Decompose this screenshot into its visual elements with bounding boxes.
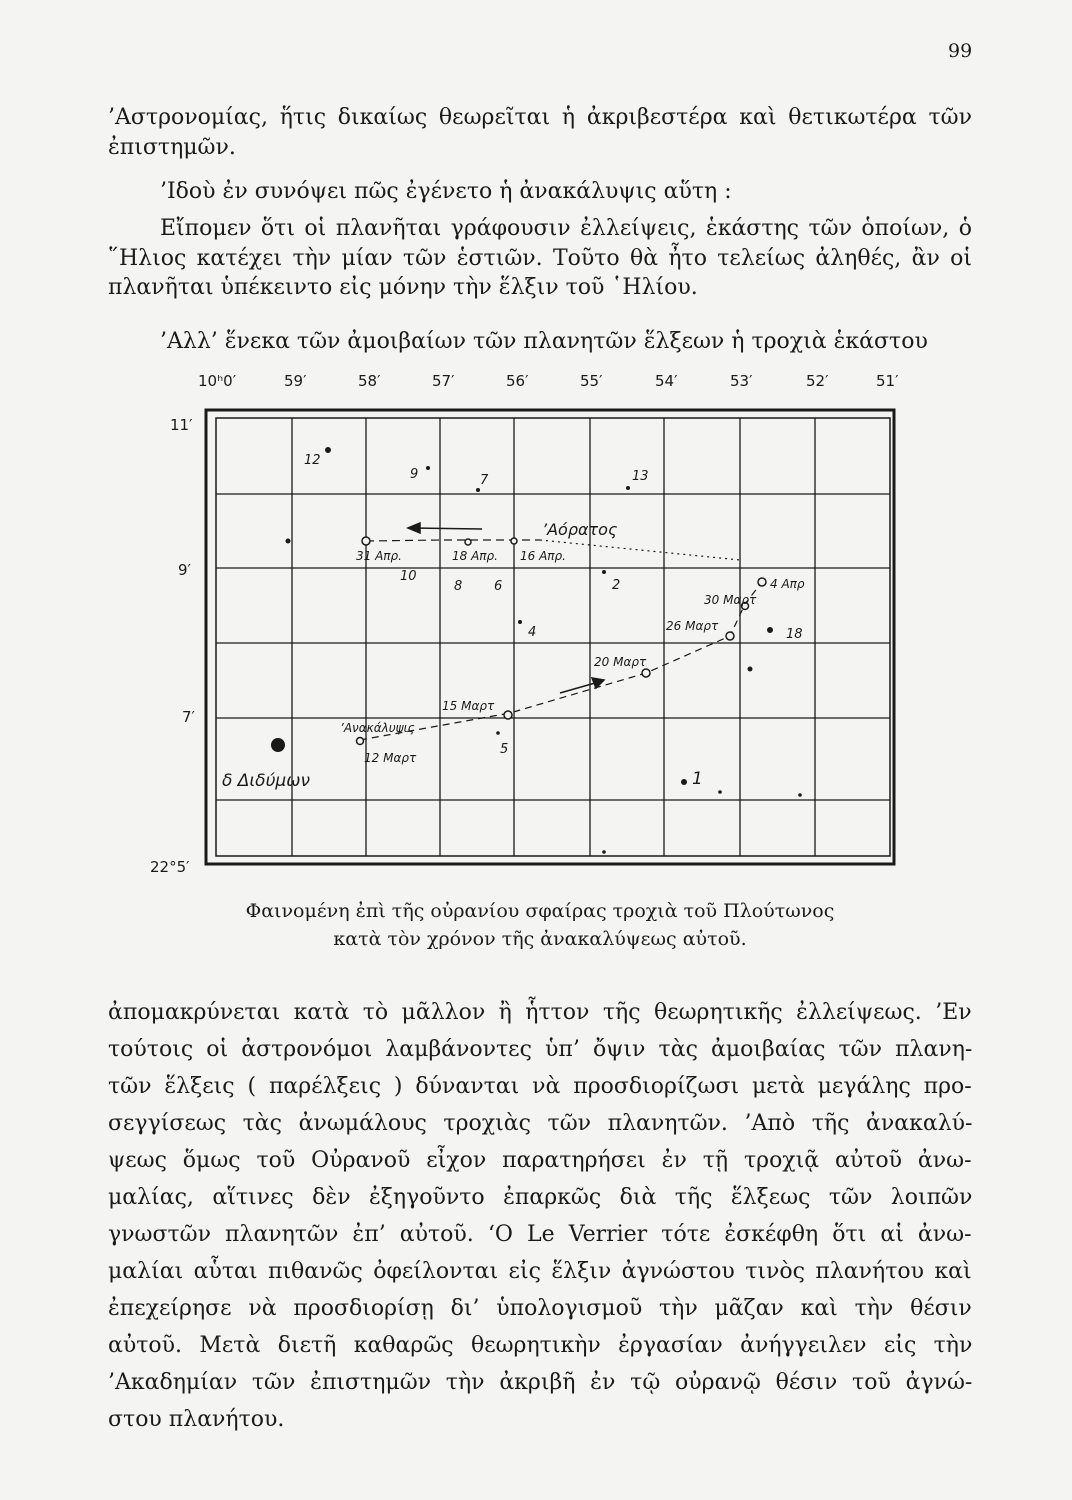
star-bottom <box>602 850 606 854</box>
text-line: στου πλανήτου. <box>108 1407 285 1432</box>
lon-label-5: 56′ <box>506 372 529 390</box>
figure-caption-line-1: Φαινομένη ἐπὶ τῆς οὐρανίου σφαίρας τροχιὰ τοῦ Πλούτωνος <box>245 900 835 922</box>
position-16-apr <box>511 538 517 544</box>
text-line: ἐπεχείρησε νὰ προσδιορίσῃ δι’ ὑπολογισμοῦ τὴν μᾶζαν καὶ τὴν θέσιν <box>108 1296 972 1321</box>
star-number-4: 4 <box>528 625 537 640</box>
star-4 <box>518 620 522 624</box>
star-number-13: 13 <box>632 469 649 484</box>
date-16-apr: 16 Απρ. <box>520 549 566 563</box>
text-line: σεγγίσεως τὰς ἀνωμάλους τροχιὰς τῶν πλανητῶν. ’Απὸ τῆς ἀνακαλύ- <box>108 1111 973 1136</box>
text-line: τούτοις οἱ ἀστρονόμοι λαμβάνοντες ὑπ’ ὄψιν τὰς ἀμοιβαίας τῶν πλανη- <box>108 1037 973 1062</box>
star-right-small <box>748 667 753 672</box>
lon-label-7: 54′ <box>655 372 678 390</box>
star-9 <box>426 466 430 470</box>
text-line: ’Ακαδημίαν τῶν ἐπιστημῶν τὴν ἀκριβῆ ἐν τῷ οὐρανῷ θέσιν τοῦ ἀγνώ- <box>108 1370 973 1395</box>
star-delta-geminorum <box>271 738 285 752</box>
text-line: τῶν ἕλξεις ( παρέλξεις ) δύνανται νὰ προσδιορίζωσι μετὰ μεγάλης προ- <box>108 1074 972 1099</box>
pluto-path-chart <box>0 360 1072 880</box>
star-number-10: 10 <box>400 569 417 584</box>
star-13 <box>626 486 630 490</box>
position-4-apr <box>758 578 766 586</box>
position-26-mar <box>726 632 734 640</box>
date-30-mar: 30 Μαρτ <box>704 593 757 607</box>
lon-label-9: 52′ <box>806 372 829 390</box>
star-number-6: 6 <box>494 579 503 594</box>
text-line: ψεως ὅμως τοῦ Οὐρανοῦ εἶχον παρατηρήσει ἐν τῇ τροχιᾷ αὐτοῦ ἀνω- <box>108 1148 972 1173</box>
star-left-edge <box>286 539 291 544</box>
paragraph-3: Εἴπομεν ὅτι οἱ πλανῆται γράφουσιν ἐλλείψεις, ἑκάστης τῶν ὁποίων, ὁ ῞Ηλιος κατέχει τὴν μίαν τῶν ἑστιῶν. Τοῦτο θὰ ἦτο τελείως ἀληθές, ἂν οἱ πλανῆται ὑπέκειντο εἰς μόνην τὴν ἕλξιν τοῦ ῾Ηλίου. <box>108 216 972 300</box>
star-number-1: 1 <box>692 769 703 789</box>
position-15-mar <box>504 711 512 719</box>
position-31-apr <box>362 537 370 545</box>
text-line: αὐτοῦ. Μετὰ διετῆ καθαρῶς θεωρητικὴν ἐργασίαν ἀνήγγειλεν εἰς τὴν <box>108 1333 973 1358</box>
direction-arrows <box>408 523 604 693</box>
paragraph-1: ’Αστρονομίας, ἥτις δικαίως θεωρεῖται ἡ ἀκριβεστέρα καὶ θετικωτέρα τῶν ἐπιστημῶν. <box>108 105 972 160</box>
star-12 <box>325 447 331 453</box>
page-number: 99 <box>948 40 973 62</box>
position-20-mar <box>642 669 650 677</box>
date-15-mar: 15 Μαρτ <box>442 699 495 713</box>
lon-label-4: 57′ <box>432 372 455 390</box>
star-18 <box>767 627 773 633</box>
position-12-mar <box>357 738 364 745</box>
paragraph-4: ’Αλλ’ ἕνεκα τῶν ἀμοιβαίων τῶν πλανητῶν ἕλξεων ἡ τροχιὰ ἑκάστου <box>160 329 928 354</box>
figure-caption-line-2: κατὰ τὸν χρόνον τῆς ἀνακαλύψεως αὐτοῦ. <box>333 928 747 950</box>
text-line: μαλίας, αἵτινες δὲν ἐξηγοῦντο ἐπαρκῶς διὰ τῆς ἕλξεως τῶν λοιπῶν <box>108 1185 973 1210</box>
date-18-apr: 18 Απρ. <box>452 549 498 563</box>
lon-label-6: 55′ <box>580 372 603 390</box>
date-20-mar: 20 Μαρτ <box>594 655 647 669</box>
date-31-apr: 31 Απρ. <box>356 549 402 563</box>
star-name-label: δ Διδύμων <box>222 771 310 791</box>
lat-label-2: 9′ <box>178 561 191 579</box>
pluto-path <box>360 540 762 740</box>
discovery-label: ’Ανακάλυψις <box>340 721 415 735</box>
star-number-2: 2 <box>612 578 621 593</box>
lat-label-1: 11′ <box>170 416 193 434</box>
text-line: ἀπομακρύνεται κατὰ τὸ μᾶλλον ἢ ἧττον τῆς θεωρητικῆς ἐλλείψεως. ’Εν <box>108 1000 972 1025</box>
text-line: γνωστῶν πλανητῶν ἐπ’ αὐτοῦ. ‘Ο Le Verrier τότε ἐσκέφθη ὅτι αἱ ἀνω- <box>108 1222 972 1247</box>
lon-label-3: 58′ <box>358 372 381 390</box>
star-5 <box>496 731 500 735</box>
star-7 <box>476 488 480 492</box>
star-number-18: 18 <box>786 627 803 642</box>
date-4-apr: 4 Απρ <box>770 577 805 591</box>
star-2 <box>602 570 606 574</box>
date-12-mar: 12 Μαρτ <box>364 751 417 765</box>
position-18-apr <box>465 539 471 545</box>
date-26-mar: 26 Μαρτ <box>666 619 719 633</box>
star-number-9: 9 <box>410 467 419 482</box>
star-number-12: 12 <box>304 453 321 468</box>
lon-label-8: 53′ <box>730 372 753 390</box>
text-line: μαλίαι αὗται πιθανῶς ὀφείλονται εἰς ἕλξιν ἀγνώστου τινὸς πλανήτου καὶ <box>108 1259 972 1284</box>
lat-label-4: 22°5′ <box>150 858 190 876</box>
apparent-label: ’Αόρατος <box>542 520 618 539</box>
star-number-8: 8 <box>454 579 463 594</box>
star-1b <box>718 790 722 794</box>
paragraph-2: ’Ιδοὺ ἐν συνόψει πῶς ἐγένετο ἡ ἀνακάλυψις αὕτη : <box>160 179 732 204</box>
lon-label-10: 51′ <box>876 372 899 390</box>
star-number-5: 5 <box>500 742 509 757</box>
star-bottom-right <box>798 793 802 797</box>
lon-label-1: 10ʰ0′ <box>198 372 237 390</box>
star-1 <box>681 779 687 785</box>
star-number-7: 7 <box>480 473 489 488</box>
lat-label-3: 7′ <box>182 708 195 726</box>
lon-label-2: 59′ <box>284 372 307 390</box>
